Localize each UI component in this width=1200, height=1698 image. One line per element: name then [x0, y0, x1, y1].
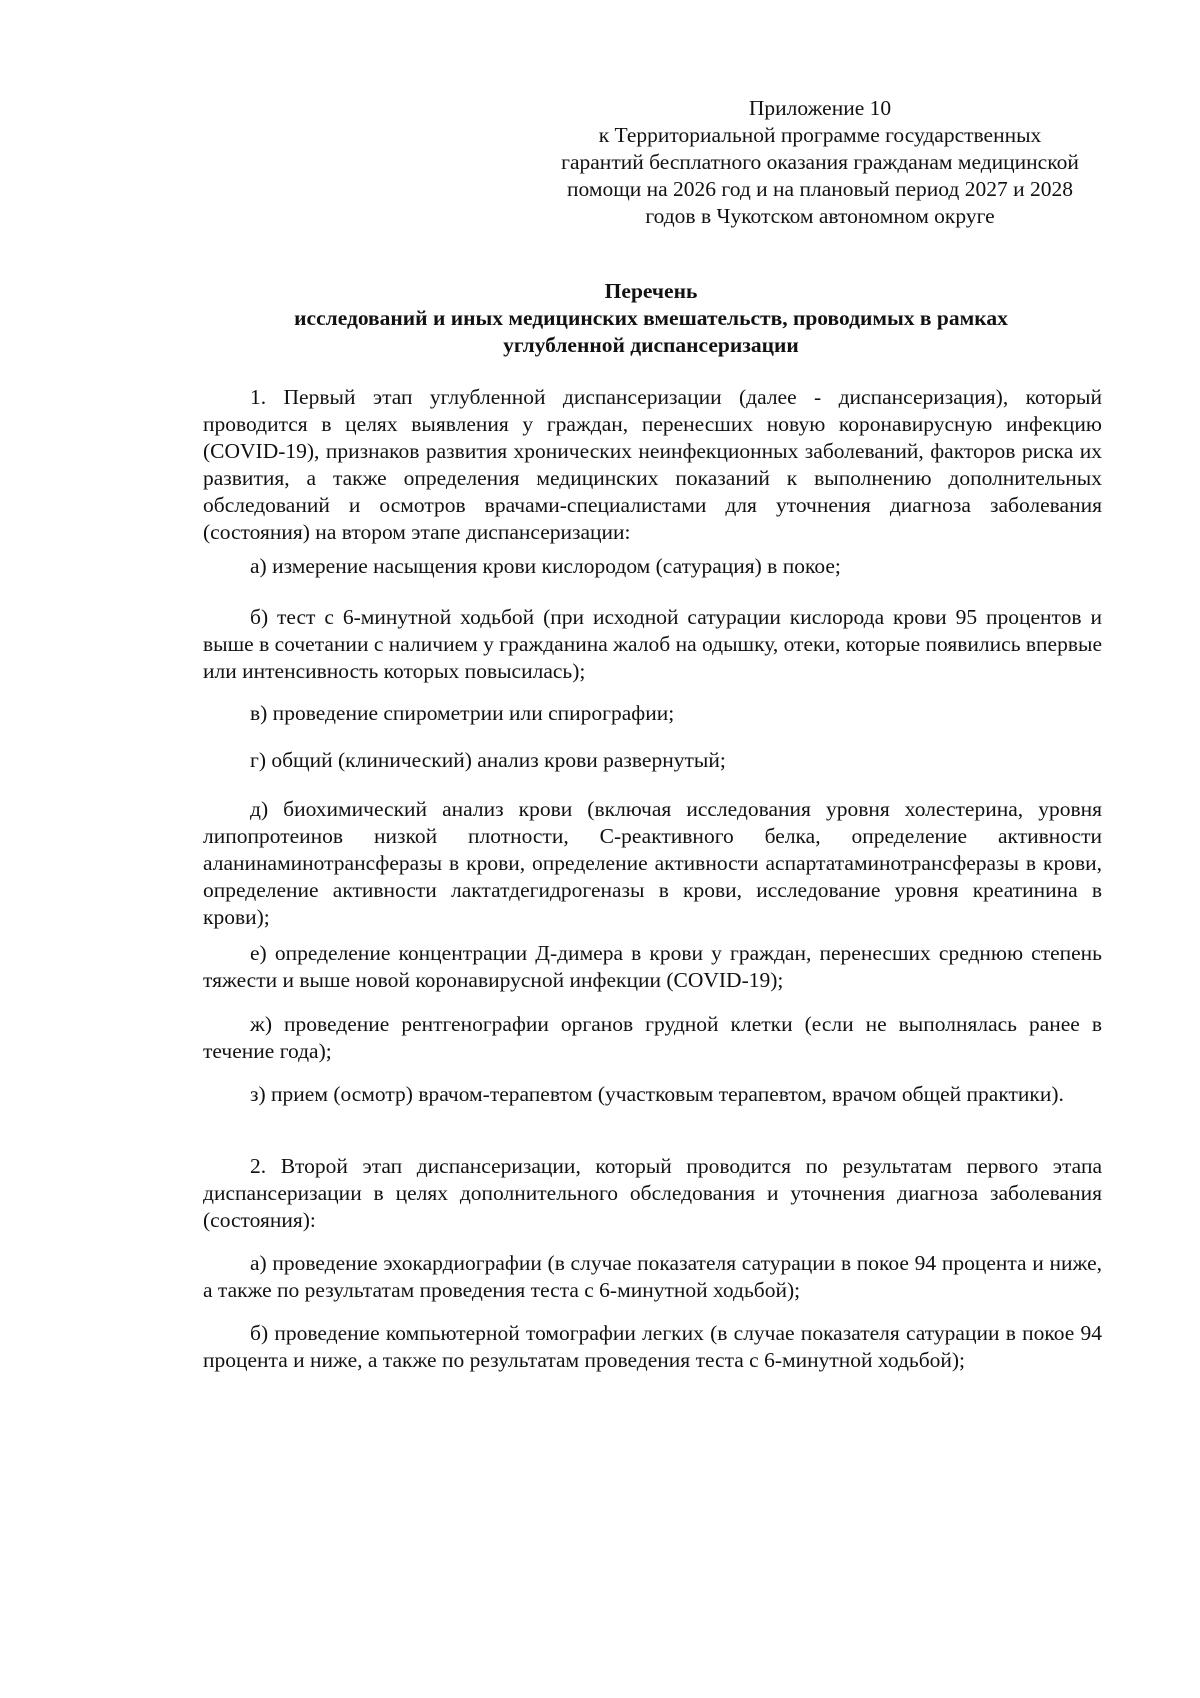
list-item-a: а) измерение насыщения крови кислородом (сатурация) в покое; [250, 554, 841, 578]
list-item-d: д) биохимический анализ крови (включая исследования уровня холестерина, уровня липопротеинов низкой плотности, С-реактивного белка, определение активности аланинаминотрансферазы в крови, определение активности аспартатаминотрансферазы в крови, определение активности лактатдегидрогеназы в крови, исследование уровня креатинина в крови); [203, 797, 1102, 929]
stage-2-item-b: б) проведение компьютерной томографии легких (в случае показателя сатурации в покое 94 процента и ниже, а также по результатам проведения теста с 6-минутной ходьбой); [203, 1321, 1102, 1372]
stage-2-item-a: а) проведение эхокардиографии (в случае показателя сатурации в покое 94 процента и ниже, а также по результатам проведения теста с 6-минутной ходьбой); [203, 1251, 1102, 1302]
list-item-g: г) общий (клинический) анализ крови развернутый; [250, 748, 726, 772]
list-item-v: в) проведение спирометрии или спирографии; [250, 701, 675, 725]
paragraph-stage-2: 2. Второй этап диспансеризации, который проводится по результатам первого этапа диспансеризации в целях дополнительного обследования и уточнения диагноза заболевания (состояния): [203, 1154, 1102, 1232]
title-line: углубленной диспансеризации [503, 333, 799, 357]
appendix-header [510, 95, 1130, 230]
appendix-line: помощи на 2026 год и на плановый период 2027 и 2028 [567, 177, 1073, 201]
list-item-zh: ж) проведение рентгенографии органов грудной клетки (если не выполнялась ранее в течение года); [203, 1012, 1102, 1063]
document-title [200, 278, 1102, 359]
list-item-b: б) тест с 6-минутной ходьбой (при исходной сатурации кислорода крови 95 процентов и выше в сочетании с наличием у гражданина жалоб на одышку, отеки, которые появились впервые или интенсивность которых повысилась); [203, 605, 1102, 683]
paragraph-stage-1: 1. Первый этап углубленной диспансеризации (далее - диспансеризация), который проводится в целях выявления у граждан, перенесших новую коронавирусную инфекцию (COVID-19), признаков развития хронических неинфекционных заболеваний, факторов риска их развития, а также определения медицинских показаний к выполнению дополнительных обследований и осмотров врачами-специалистами для уточнения диагноза заболевания (состояния) на втором этапе диспансеризации: [203, 385, 1102, 544]
appendix-line: гарантий бесплатного оказания гражданам медицинской [561, 150, 1079, 174]
title-line: исследований и иных медицинских вмешательств, проводимых в рамках [294, 306, 1008, 330]
appendix-line: годов в Чукотском автономном округе [645, 204, 995, 228]
list-item-e: е) определение концентрации Д-димера в крови у граждан, перенесших среднюю степень тяжести и выше новой коронавирусной инфекции (COVID-19); [203, 941, 1102, 992]
appendix-line: к Территориальной программе государственных [598, 123, 1042, 147]
title-line: Перечень [604, 279, 698, 303]
appendix-line: Приложение 10 [748, 96, 892, 120]
list-item-z: з) прием (осмотр) врачом-терапевтом (участковым терапевтом, врачом общей практики). [250, 1082, 1064, 1106]
